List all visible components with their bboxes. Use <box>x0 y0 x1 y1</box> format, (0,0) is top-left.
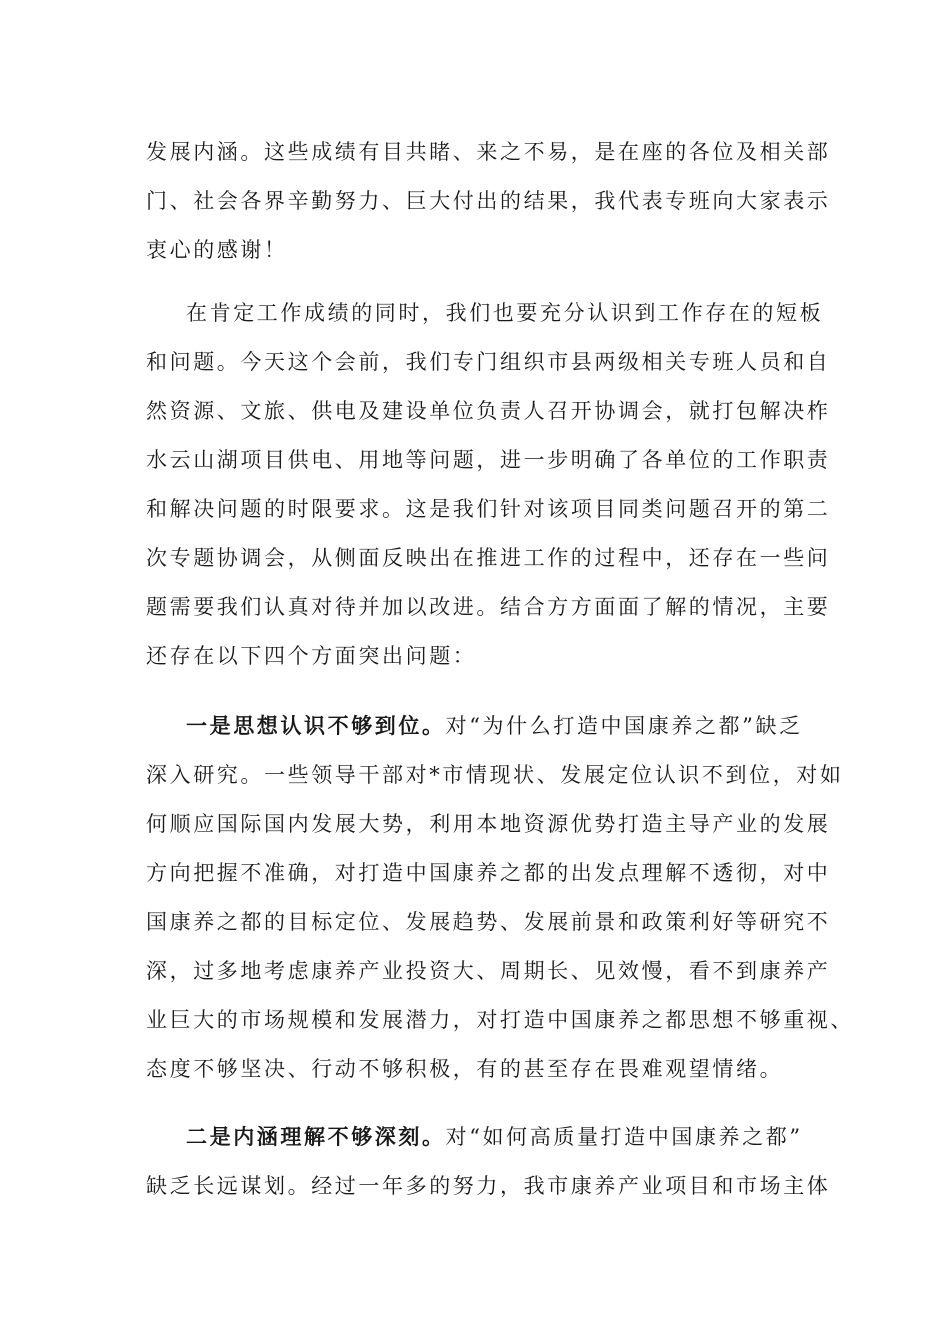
paragraph-line: 缺乏长远谋划。经过一年多的努力，我市康养产业项目和市场主体 <box>146 1174 831 1198</box>
paragraph-line: 业巨大的市场规模和发展潜力，对打造中国康养之都思想不够重视、 <box>146 1008 854 1032</box>
paragraph-line: 然资源、文旅、供电及建设单位负责人召开协调会，就打包解决柞 <box>146 399 831 423</box>
paragraph-line: 和问题。今天这个会前，我们专门组织市县两级相关专班人员和自 <box>146 350 831 374</box>
paragraph-line: 深，过多地考虑康养产业投资大、周期长、见效慢，看不到康养产 <box>146 959 831 983</box>
paragraph-1 <box>146 128 831 275</box>
paragraph-text: 对“为什么打造中国康养之都”缺乏 <box>445 714 803 738</box>
paragraph-line: 次专题协调会，从侧面反映出在推进工作的过程中，还存在一些问 <box>146 546 831 570</box>
paragraph-line: 态度不够坚决、行动不够积极，有的甚至存在畏难观望情绪。 <box>146 1057 784 1081</box>
paragraph-line: 何顺应国际国内发展大势，利用本地资源优势打造主导产业的发展 <box>146 812 831 836</box>
paragraph-first-line <box>146 701 816 751</box>
paragraph-line: 和解决问题的时限要求。这是我们针对该项目同类问题召开的第二 <box>146 497 831 521</box>
paragraph-line: 题需要我们认真对待并加以改进。结合方方面面了解的情况，主要 <box>146 595 831 619</box>
paragraph-line: 水云山湖项目供电、用地等问题，进一步明确了各单位的工作职责 <box>146 448 831 472</box>
paragraph-line: 衷心的感谢！ <box>146 238 288 262</box>
paragraph-line: 门、社会各界辛勤努力、巨大付出的结果，我代表专班向大家表示 <box>146 189 831 213</box>
paragraph-first-line <box>146 1112 816 1162</box>
paragraph-line: 深入研究。一些领导干部对*市情现状、发展定位认识不到位，对如 <box>146 763 844 787</box>
paragraph-4 <box>146 1112 831 1211</box>
paragraph-3 <box>146 701 854 1094</box>
paragraph-line: 方向把握不准确，对打造中国康养之都的出发点理解不透彻，对中 <box>146 861 831 885</box>
paragraph-line: 发展内涵。这些成绩有目共睹、来之不易，是在座的各位及相关部 <box>146 140 831 164</box>
paragraph-line: 还存在以下四个方面突出问题： <box>146 644 477 668</box>
paragraph-2 <box>146 289 831 681</box>
paragraph-line: 在肯定工作成绩的同时，我们也要充分认识到工作存在的短板 <box>186 301 824 325</box>
paragraph-text: 对“如何高质量打造中国康养之都” <box>445 1125 803 1149</box>
paragraph-line: 国康养之都的目标定位、发展趋势、发展前景和政策利好等研究不 <box>146 910 831 934</box>
section-heading: 二是内涵理解不够深刻。 <box>186 1124 446 1149</box>
section-heading: 一是思想认识不够到位。 <box>186 713 446 738</box>
